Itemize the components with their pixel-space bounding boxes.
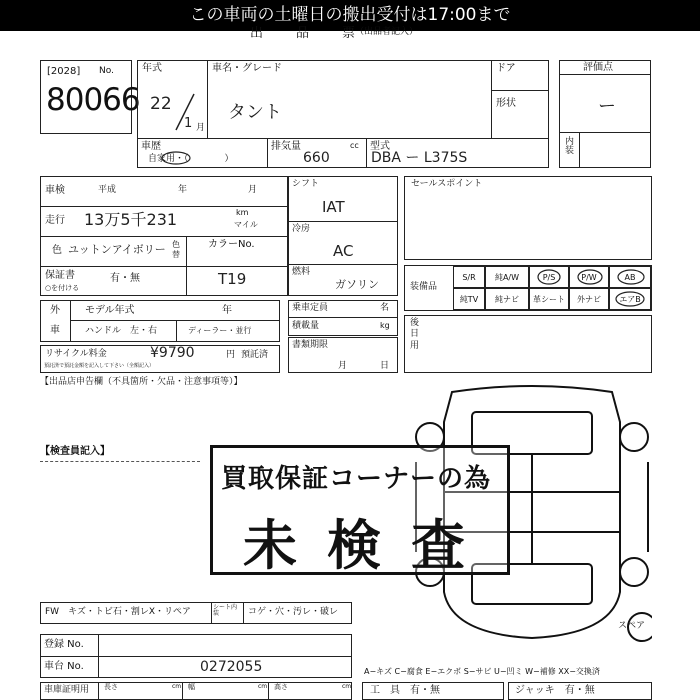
gaisha-model-year: モデル年式 xyxy=(85,305,135,316)
kogu-label: 工 具 有・無 xyxy=(370,685,440,696)
naiso-label: 内装 xyxy=(565,137,575,156)
shift-label: シフト xyxy=(292,179,320,189)
toroku-label: 登録 No. xyxy=(44,639,84,650)
lot-tag: [2028] xyxy=(47,66,81,77)
fw-seat-value: コゲ・穴・汚レ・破レ xyxy=(248,607,339,617)
circle-pw xyxy=(576,268,604,286)
equip-aw: 純A/W xyxy=(485,266,529,288)
lot-box xyxy=(40,60,140,134)
equip-ps: P/S xyxy=(529,266,569,288)
sales-point-label: セールスポイント xyxy=(411,179,483,189)
nenshiki-month: 1 xyxy=(184,116,193,131)
gaisha-dealer: ディーラー・並行 xyxy=(188,326,252,335)
shareki-label: 車歴 xyxy=(141,141,161,152)
shareki-circle xyxy=(160,150,192,166)
shorui-month: 月 xyxy=(338,361,348,371)
keijo-label: 形状 xyxy=(496,98,516,109)
fw-label: FW キズ・トビ石・割レX・リペア xyxy=(45,607,191,617)
gaisha-handle: ハンドル 左・右 xyxy=(85,326,158,336)
shaken-year: 年 xyxy=(178,185,188,195)
kotei-label: 後 日 用 xyxy=(410,318,420,351)
sekisai-label: 積載量 xyxy=(292,321,320,331)
shaken-month: 月 xyxy=(248,185,258,195)
shorui-label: 書類期限 xyxy=(292,340,329,350)
shadai-value: 0272055 xyxy=(200,659,263,675)
haikiryo-value: 660 xyxy=(303,150,330,166)
equip-ab: AB xyxy=(609,266,651,288)
equip-tv: 純TV xyxy=(453,288,485,310)
hyoka-label: 評価点 xyxy=(583,62,613,73)
kotei-box xyxy=(404,315,652,373)
nenshiki-era: 22 xyxy=(150,94,172,114)
circle-ab xyxy=(616,268,646,286)
sheet-subtitle: （出品者記入） xyxy=(355,27,419,37)
reibo-label: 冷房 xyxy=(292,224,311,234)
shuppinten-label: 【出品店申告欄（不具箇所・欠品・注意事項等）】 xyxy=(40,377,243,387)
haikiryo-unit: cc xyxy=(350,141,359,150)
nenshiki-month-unit: 月 xyxy=(196,123,206,133)
dashed-line xyxy=(40,461,200,462)
shako-label: 車庫証明用 xyxy=(44,685,90,695)
shako-height: 高さ xyxy=(274,683,288,691)
lot-number: 80066 xyxy=(46,82,140,118)
soko-unit-mile: マイル xyxy=(234,220,258,229)
equip-ext-navi: 外ナビ xyxy=(569,288,609,310)
shaken-label: 車検 xyxy=(45,185,65,196)
recycle-note: 預託済で預託金額を記入して下さい（全額記入） xyxy=(44,363,155,369)
sekisai-unit: kg xyxy=(380,321,390,330)
nenryo-value: ガソリン xyxy=(335,278,379,291)
recycle-label: リサイクル料金 xyxy=(45,349,107,359)
circle-ps xyxy=(536,268,562,286)
gaisha-label-1: 外 xyxy=(50,305,60,316)
shamei-value: タント xyxy=(228,102,282,123)
shorui-day: 日 xyxy=(380,361,390,371)
teiin-label: 乗車定員 xyxy=(292,303,329,313)
iro-value: ユットンアイボリー xyxy=(68,243,166,256)
kensain-label: 【検査員記入】 xyxy=(40,446,110,457)
sheet-title: 出 品 票 xyxy=(250,26,366,41)
legend-text: A−キズ C−腐食 E−エクボ S−サビ U−凹ミ W−補修 XX−交換済 xyxy=(364,667,600,676)
gaisha-year: 年 xyxy=(222,305,232,316)
shamei-label: 車名・グレード xyxy=(212,63,282,74)
shadai-label: 車台 No. xyxy=(44,661,84,672)
shako-unit-3: cm xyxy=(342,683,352,690)
jack-label: ジャッキ 有・無 xyxy=(515,685,595,696)
equip-airbag: エアB xyxy=(609,288,651,310)
shako-width: 幅 xyxy=(188,683,195,691)
fw-seat-label: シート内装 xyxy=(213,604,238,617)
color-no-label: カラーNo. xyxy=(208,239,255,250)
equipment-label: 装備品 xyxy=(410,282,438,292)
gaisha-table xyxy=(40,300,280,342)
recycle-unit: 円 xyxy=(226,350,236,360)
hoshosho-options: 有・無 xyxy=(110,273,140,284)
gaisha-label-2: 車 xyxy=(50,325,60,336)
recycle-status: 預託済 xyxy=(241,350,269,360)
lot-no-label: No. xyxy=(99,66,114,76)
equip-sr: S/R xyxy=(453,266,485,288)
recycle-value: ¥9790 xyxy=(150,345,195,361)
iro-side: 色替 xyxy=(172,240,180,259)
iro-label: 色 xyxy=(52,245,62,256)
equip-pw: P/W xyxy=(569,266,609,288)
shako-unit-2: cm xyxy=(258,683,268,690)
inspection-stamp xyxy=(210,445,510,575)
shako-long: 長さ xyxy=(104,683,118,691)
soko-value: 13万5千231 xyxy=(84,210,178,229)
hoshosho-label: 保証書 xyxy=(45,270,75,281)
soko-unit-km: km xyxy=(236,208,249,217)
color-no-value: T19 xyxy=(218,270,247,288)
slash-mark xyxy=(170,92,200,132)
reibo-value: AC xyxy=(333,242,354,260)
equip-navi: 純ナビ xyxy=(485,288,529,310)
stamp-line1: 買取保証コーナーの為 xyxy=(221,464,492,494)
circle-airbag xyxy=(614,290,646,308)
teiin-unit: 名 xyxy=(380,303,390,313)
katashiki-label: 型式 xyxy=(370,141,390,152)
shift-value: IAT xyxy=(322,198,345,216)
soko-label: 走行 xyxy=(45,215,65,226)
shako-unit-1: cm xyxy=(172,683,182,690)
nenshiki-label: 年式 xyxy=(142,63,162,74)
katashiki-value: DBA ー L375S xyxy=(371,150,468,166)
hyoka-value: ー xyxy=(598,96,616,117)
spare-label: スペア xyxy=(618,621,646,631)
haikiryo-label: 排気量 xyxy=(271,141,301,152)
shareki-options: 自家用・（ ） xyxy=(148,154,234,164)
door-label: ドア xyxy=(496,63,516,74)
equip-leather: 革シート xyxy=(529,288,569,310)
top-banner: この車両の土曜日の搬出受付は17:00まで xyxy=(0,0,700,31)
hoshosho-note: ○を付ける xyxy=(45,284,80,292)
nenryo-label: 燃料 xyxy=(292,267,311,277)
stamp-line2: 未検査 xyxy=(243,514,495,577)
shaken-era: 平成 xyxy=(98,185,117,195)
